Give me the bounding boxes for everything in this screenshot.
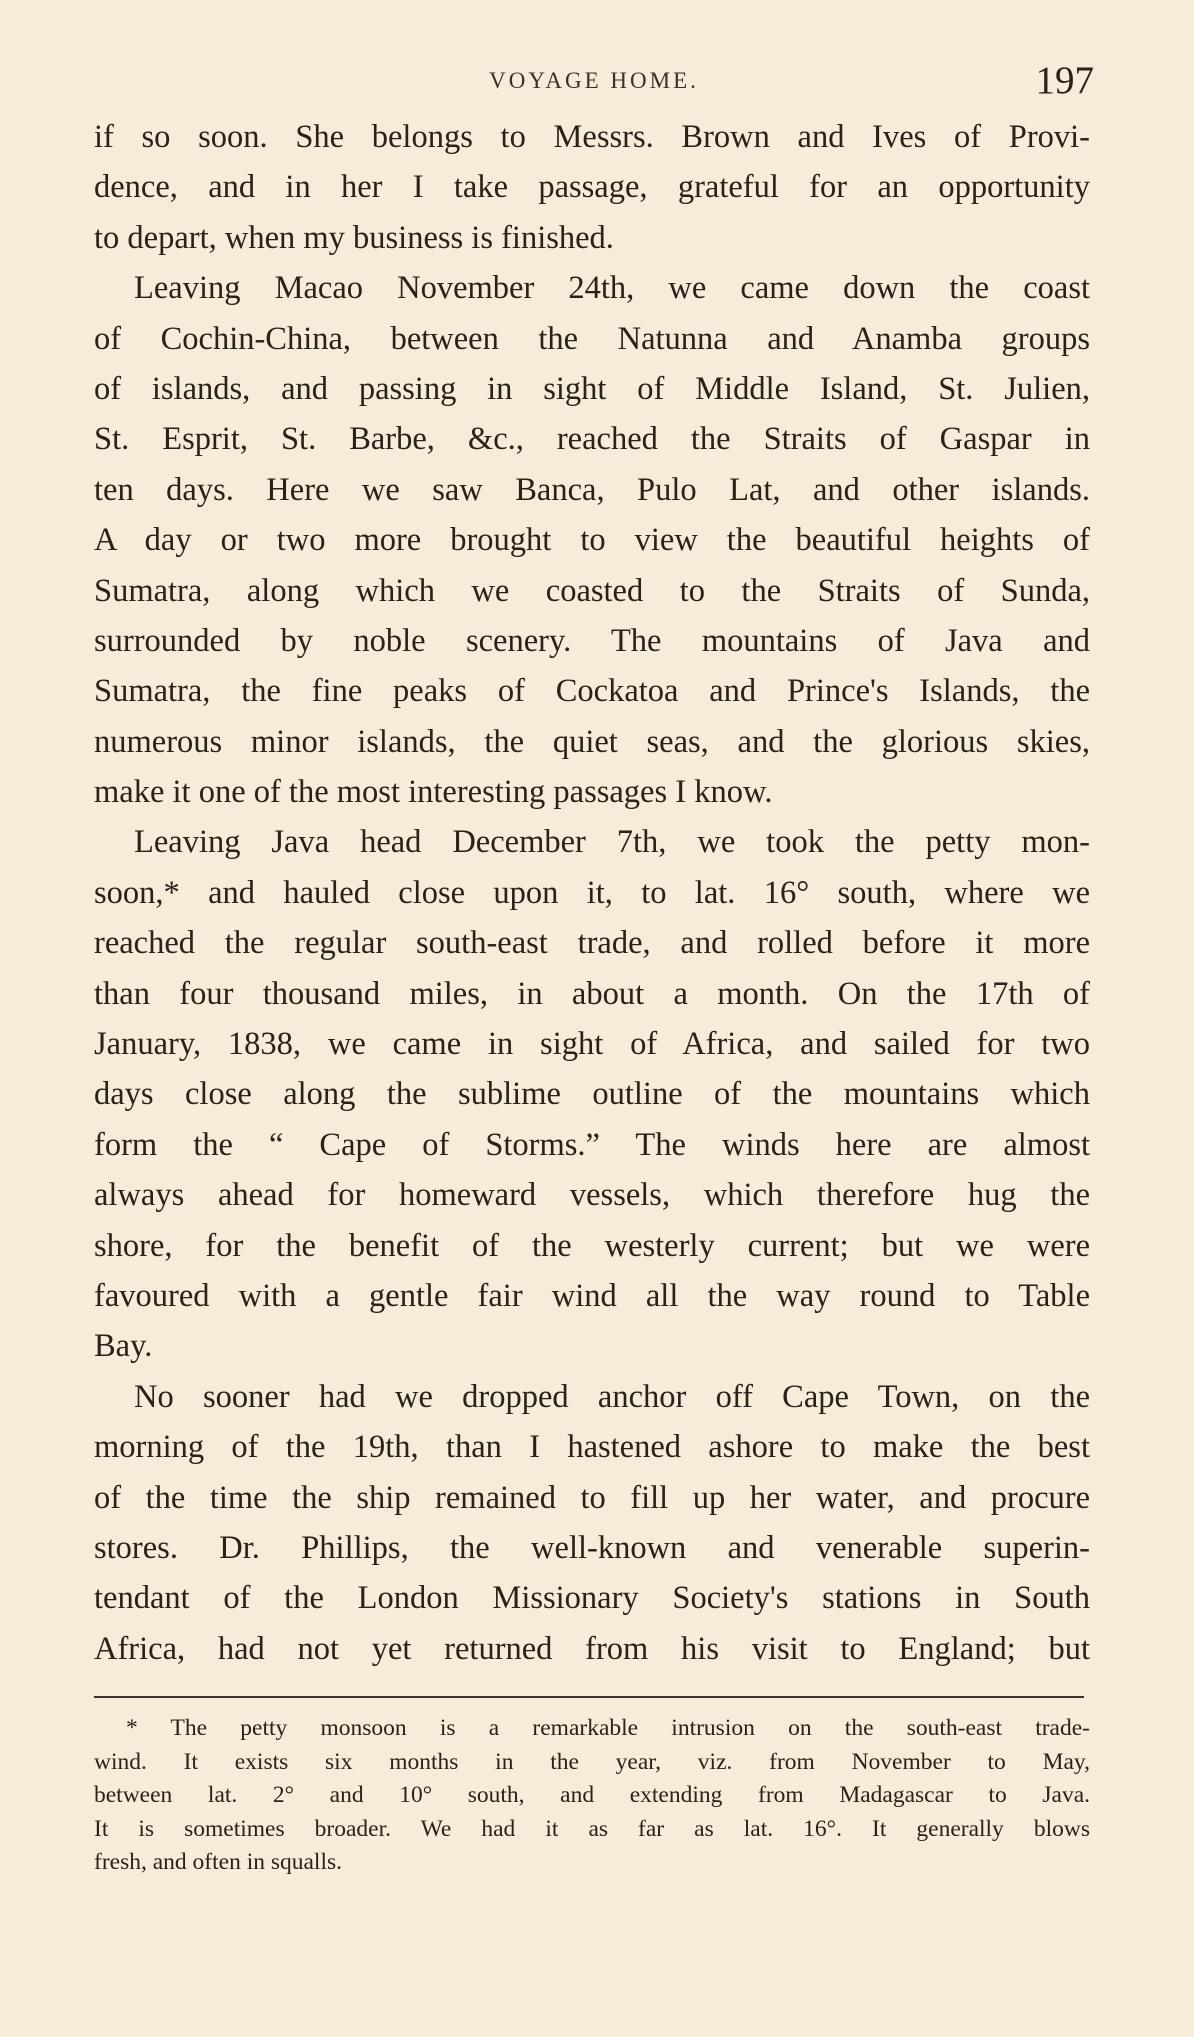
body-line: soon,* and hauled close upon it, to lat. 16° south, where we bbox=[94, 874, 1090, 911]
body-line: dence, and in her I take passage, grateful for an opportunity bbox=[94, 169, 1090, 206]
body-line: to depart, when my business is finished. bbox=[94, 219, 614, 256]
body-line: Africa, had not yet returned from his visit to England; but bbox=[94, 1630, 1090, 1667]
body-line: numerous minor islands, the quiet seas, and the glorious skies, bbox=[94, 723, 1090, 760]
body-line: always ahead for homeward vessels, which therefore hug the bbox=[94, 1177, 1090, 1214]
running-head bbox=[94, 58, 1094, 108]
body-line: No sooner had we dropped anchor off Cape Town, on the bbox=[134, 1378, 1090, 1415]
body-line: Bay. bbox=[94, 1328, 153, 1365]
footnote bbox=[94, 1712, 1090, 1880]
body-line: Leaving Macao November 24th, we came down the coast bbox=[134, 270, 1090, 307]
page-number: 197 bbox=[1035, 59, 1094, 102]
body-line: St. Esprit, St. Barbe, &c., reached the Straits of Gaspar in bbox=[94, 421, 1090, 458]
body-line: of the time the ship remained to fill up her water, and procure bbox=[94, 1479, 1090, 1516]
footnote-divider bbox=[94, 1696, 1084, 1698]
running-title: VOYAGE HOME. bbox=[489, 68, 699, 93]
body-line: form the “ Cape of Storms.” The winds here are almost bbox=[94, 1126, 1090, 1163]
body-line: Leaving Java head December 7th, we took the petty mon- bbox=[134, 824, 1090, 861]
body-line: January, 1838, we came in sight of Africa, and sailed for two bbox=[94, 1026, 1090, 1063]
body-line: favoured with a gentle fair wind all the way round to Table bbox=[94, 1277, 1090, 1314]
body-line: stores. Dr. Phillips, the well-known and venerable superin- bbox=[94, 1529, 1090, 1566]
body-line: Sumatra, the fine peaks of Cockatoa and Prince's Islands, the bbox=[94, 673, 1090, 710]
body-line: Sumatra, along which we coasted to the Straits of Sunda, bbox=[94, 572, 1090, 609]
body-line: of islands, and passing in sight of Middle Island, St. Julien, bbox=[94, 370, 1090, 407]
body-text bbox=[94, 112, 1090, 1674]
footnote-line: fresh, and often in squalls. bbox=[94, 1849, 343, 1876]
body-line: than four thousand miles, in about a month. On the 17th of bbox=[94, 975, 1090, 1012]
body-line: days close along the sublime outline of the mountains which bbox=[94, 1076, 1090, 1113]
body-line: A day or two more brought to view the beautiful heights of bbox=[94, 522, 1090, 559]
body-line: shore, for the benefit of the westerly current; but we were bbox=[94, 1227, 1090, 1264]
body-line: morning of the 19th, than I hastened ashore to make the best bbox=[94, 1429, 1090, 1466]
body-line: reached the regular south-east trade, and rolled before it more bbox=[94, 925, 1090, 962]
body-line: ten days. Here we saw Banca, Pulo Lat, and other islands. bbox=[94, 471, 1090, 508]
body-line: make it one of the most interesting passages I know. bbox=[94, 774, 773, 811]
body-line: surrounded by noble scenery. The mountains of Java and bbox=[94, 622, 1090, 659]
body-line: of Cochin-China, between the Natunna and Anamba groups bbox=[94, 320, 1090, 357]
footnote-line: * The petty monsoon is a remarkable intrusion on the south-east trade- bbox=[126, 1715, 1090, 1741]
footnote-line: It is sometimes broader. We had it as far as lat. 16°. It generally blows bbox=[94, 1815, 1090, 1842]
body-line: tendant of the London Missionary Society's stations in South bbox=[94, 1580, 1090, 1617]
body-line: if so soon. She belongs to Messrs. Brown and Ives of Provi- bbox=[94, 119, 1090, 155]
footnote-line: between lat. 2° and 10° south, and extending from Madagascar to Java. bbox=[94, 1782, 1090, 1809]
footnote-line: wind. It exists six months in the year, viz. from November to May, bbox=[94, 1748, 1090, 1775]
